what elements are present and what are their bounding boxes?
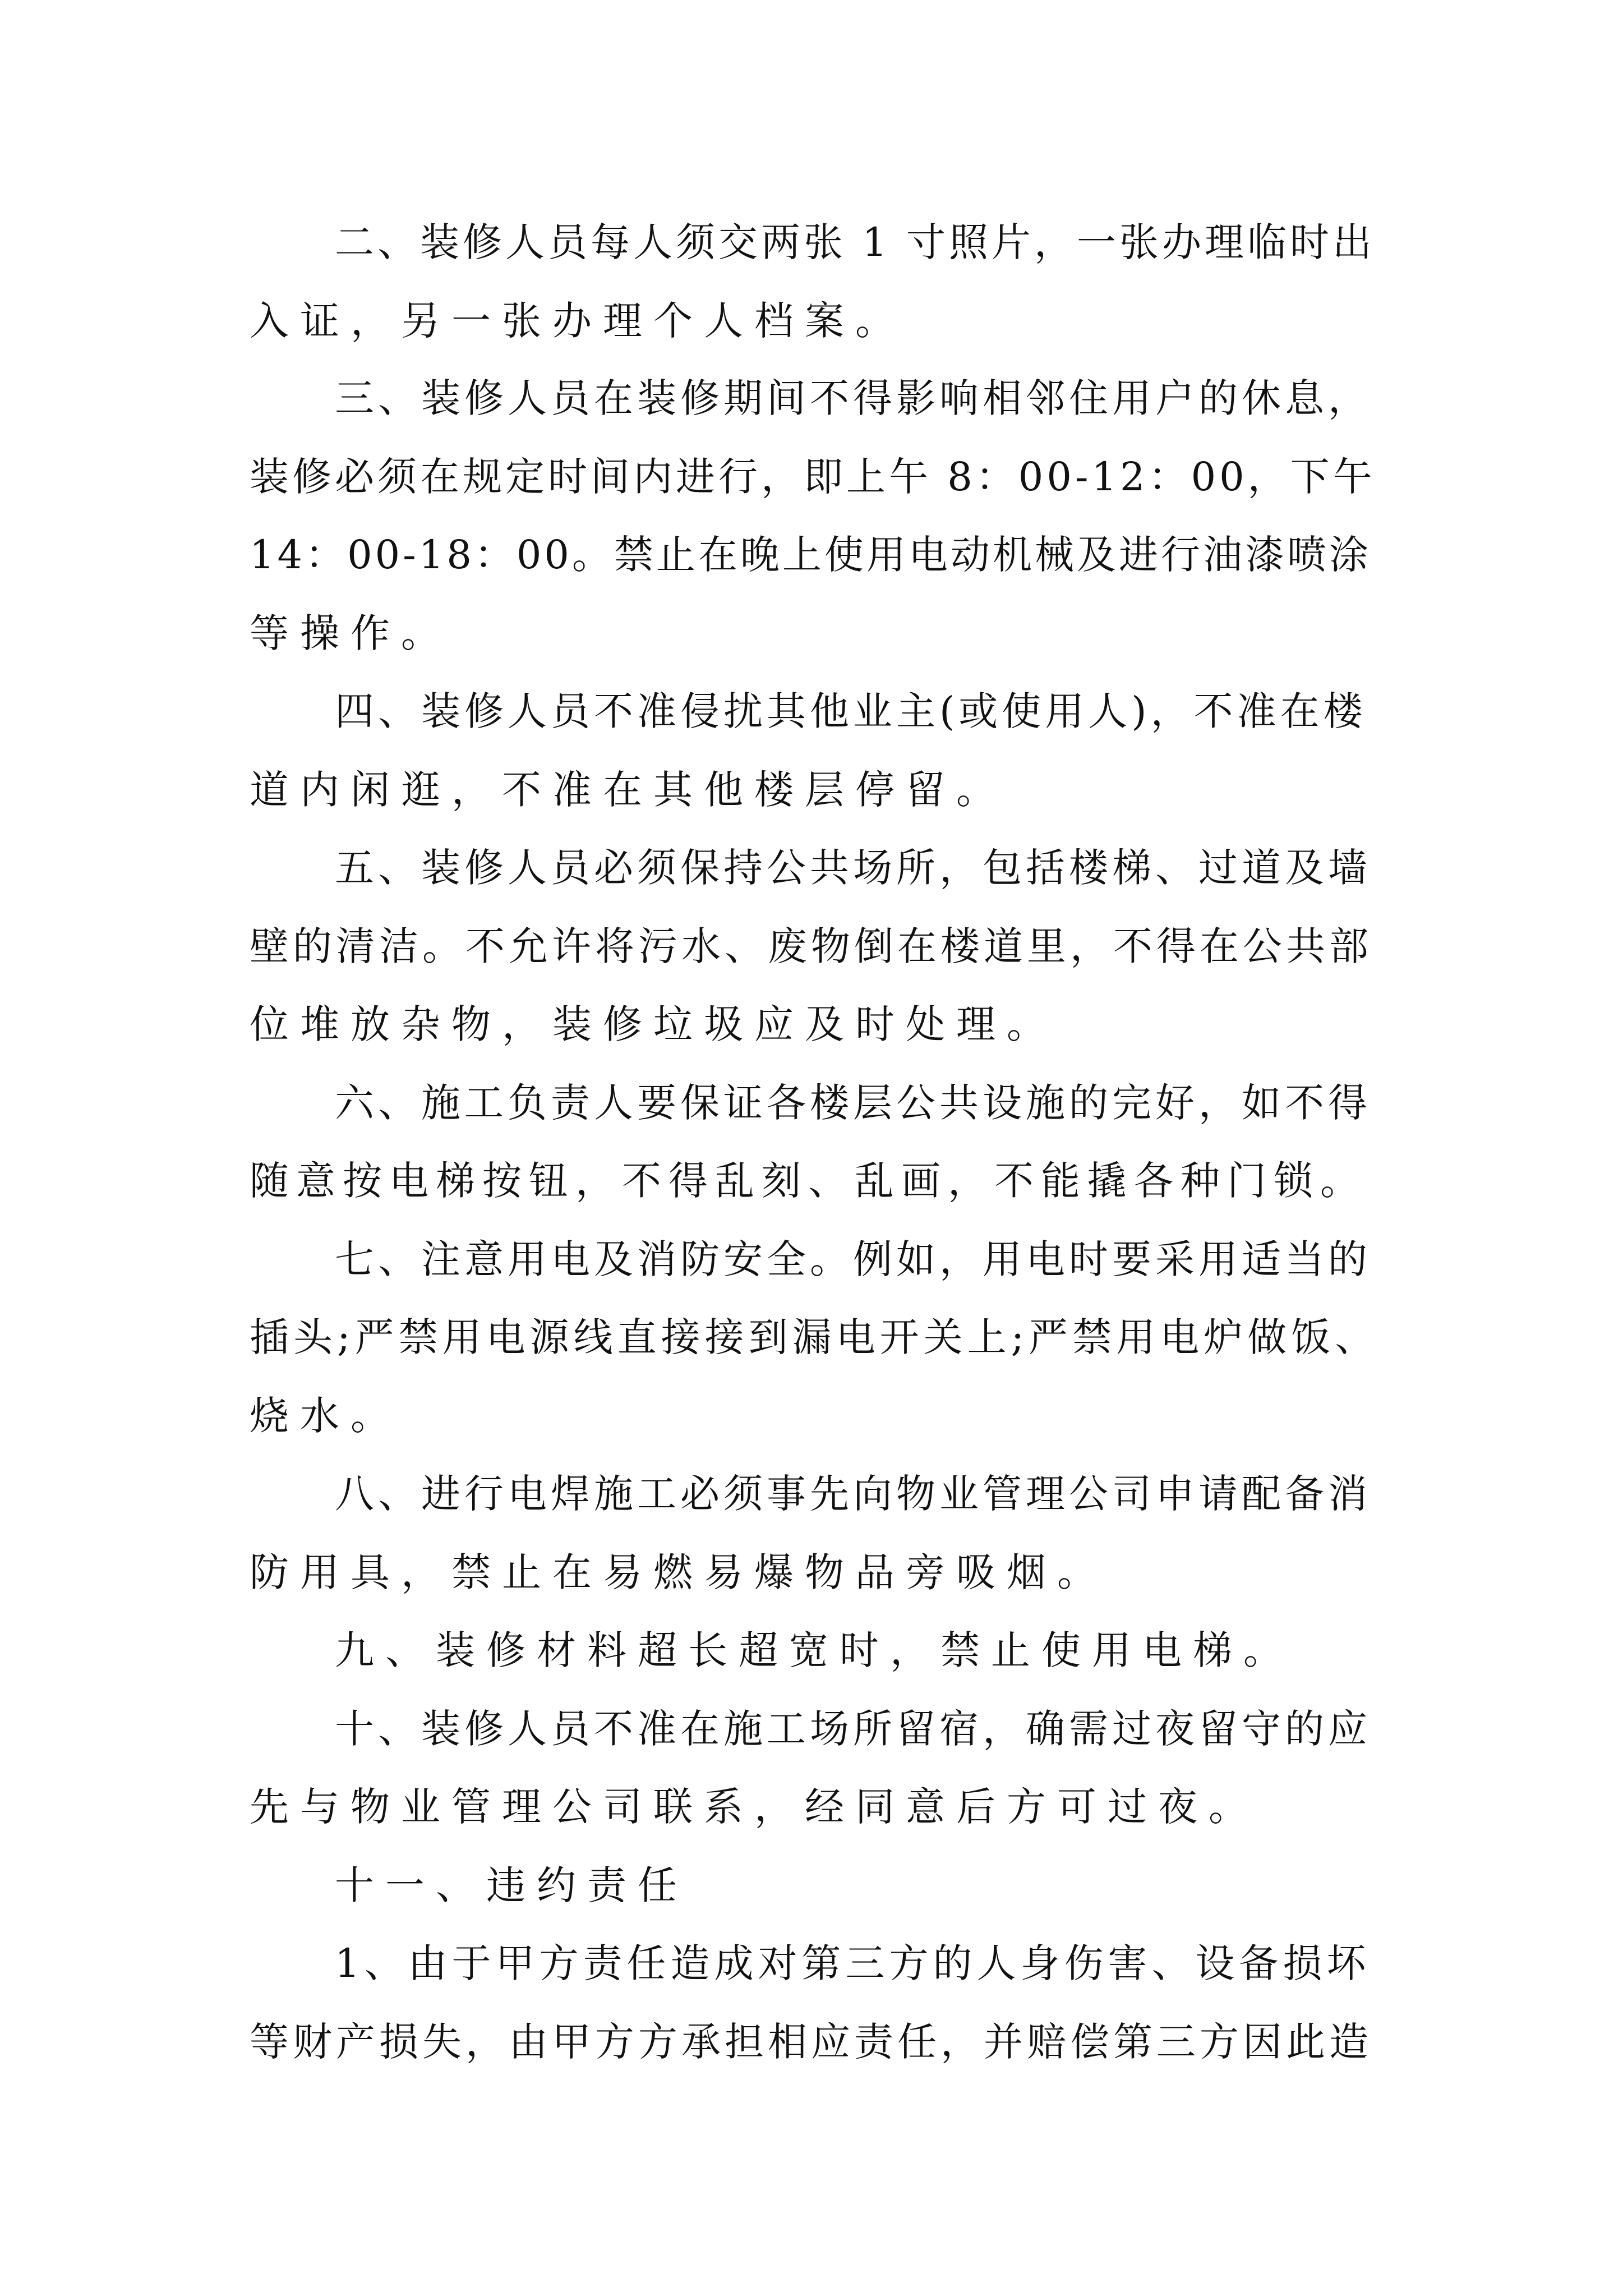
clause-2-line-2: 入证，另一张办理个人档案。 bbox=[250, 298, 906, 344]
clause-9-line-1: 九、装修材料超长超宽时，禁止使用电梯。 bbox=[335, 1627, 1294, 1673]
clause-3-line-1: 三、装修人员在装修期间不得影响相邻住用户的休息， bbox=[335, 375, 1371, 421]
clause-3-line-4: 等操作。 bbox=[250, 610, 451, 656]
clause-6-line-1: 六、施工负责人要保证各楼层公共设施的完好，如不得 bbox=[335, 1080, 1371, 1126]
clause-5-line-1: 五、装修人员必须保持公共场所，包括楼梯、过道及墙 bbox=[335, 845, 1371, 891]
section-11-heading: 十一、违约责任 bbox=[335, 1862, 688, 1908]
item-1-line-1: 1、由于甲方责任造成对第三方的人身伤害、设备损坏 bbox=[335, 1940, 1371, 1986]
clause-10-line-2: 先与物业管理公司联系，经同意后方可过夜。 bbox=[250, 1784, 1259, 1830]
clause-2-line-1: 二、装修人员每人须交两张 1 寸照片，一张办理临时出 bbox=[335, 219, 1376, 265]
clause-7-line-3: 烧水。 bbox=[250, 1393, 401, 1439]
clause-3-line-2: 装修必须在规定时间内进行，即上午 8：00-12：00，下午 bbox=[250, 454, 1376, 500]
clause-7-line-1: 七、注意用电及消防安全。例如，用电时要采用适当的 bbox=[335, 1236, 1371, 1282]
clause-8-line-2: 防用具，禁止在易燃易爆物品旁吸烟。 bbox=[250, 1549, 1108, 1595]
clause-10-line-1: 十、装修人员不准在施工场所留宿，确需过夜留守的应 bbox=[335, 1706, 1371, 1752]
item-1-line-2: 等财产损失，由甲方方承担相应责任，并赔偿第三方因此造 bbox=[250, 2019, 1372, 2065]
clause-4-line-2: 道内闲逛，不准在其他楼层停留。 bbox=[250, 767, 1007, 813]
clause-8-line-1: 八、进行电焊施工必须事先向物业管理公司申请配备消 bbox=[335, 1471, 1371, 1517]
clause-4-line-1: 四、装修人员不准侵扰其他业主(或使用人)，不准在楼 bbox=[335, 688, 1367, 734]
clause-5-line-3: 位堆放杂物，装修垃圾应及时处理。 bbox=[250, 1001, 1057, 1047]
clause-3-line-3: 14：00-18：00。禁止在晚上使用电动机械及进行油漆喷涂 bbox=[250, 532, 1371, 578]
clause-5-line-2: 壁的清洁。不允许将污水、废物倒在楼道里，不得在公共部 bbox=[250, 923, 1372, 969]
clause-7-line-2: 插头;严禁用电源线直接接到漏电开关上;严禁用电炉做饭、 bbox=[250, 1314, 1379, 1360]
clause-6-line-2: 随意按电梯按钮，不得乱刻、乱画，不能撬各种门锁。 bbox=[250, 1158, 1367, 1204]
